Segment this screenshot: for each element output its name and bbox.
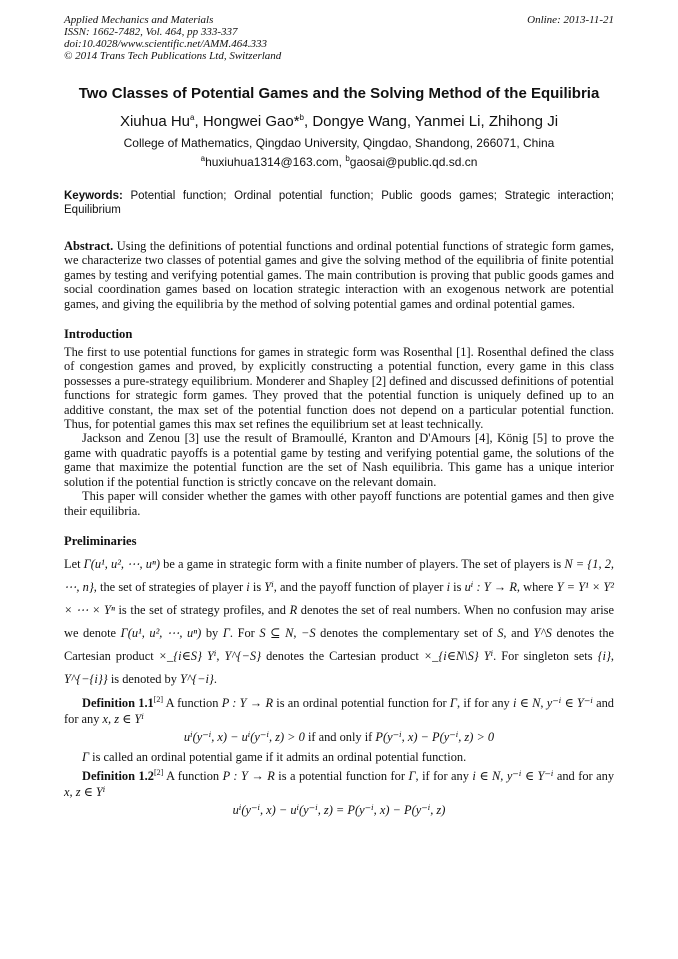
abstract	[64, 239, 614, 311]
doi-line[interactable]: doi:10.4028/www.scientific.net/AMM.464.333	[64, 38, 267, 50]
definition-1-1-closing	[64, 749, 614, 765]
math-expr: Γ	[449, 695, 457, 710]
journal-header	[64, 14, 614, 62]
text-span: is denoted by	[107, 671, 181, 686]
text-span: , if for any	[456, 695, 513, 710]
math-expr: S	[497, 625, 504, 640]
text-span: denotes the Cartesian product	[64, 625, 615, 663]
text-span: ,	[540, 695, 547, 710]
intro-paragraph-3: This paper will consider whether the games with other payoff functions are potential games and then give their equilibria.	[64, 489, 614, 518]
math-expr: ×_{i∈S} Yⁱ	[158, 648, 217, 663]
intro-paragraph-2: Jackson and Zenou [3] use the result of Bramoullé, Kranton and D'Amours [4], König [5] to prove the game with quadratic payoffs is a potential game by testing and verifying potential game, the solutions of the game that maximize the potential function are the set of Nash equilibria. This game has a unique interior solution if the potential function is strictly concave on the relevant domain.	[64, 431, 614, 489]
author-2: Hongwei Gao*	[202, 113, 300, 130]
author-2-affil-mark: b	[299, 113, 304, 122]
math-expr: N = {1, 2, ⋯, n}	[64, 556, 614, 594]
math-expr: ×_{i∈N\S} Yⁱ	[423, 648, 494, 663]
text-span: is called an ordinal potential game if it admits an ordinal potential function.	[89, 749, 467, 764]
text-span: is an ordinal potential function for	[273, 695, 450, 710]
text-span: is	[249, 579, 265, 594]
math-expr: i	[446, 579, 451, 594]
math-expr: Y^{−{i}}	[64, 671, 108, 686]
math-expr: −S	[301, 625, 316, 640]
text-span: ,	[293, 625, 302, 640]
text-span: denotes the complementary set of	[315, 625, 498, 640]
text-span: be a game in strategic form with a finite number of players. The set of players is	[160, 556, 565, 571]
keywords	[64, 189, 614, 217]
text-span: Let	[64, 556, 84, 571]
math-expr: S ⊆ N	[259, 625, 294, 640]
abstract-text: Using the definitions of potential functions and ordinal potential functions of strategic form games, we characterize two classes of potential games and give the solving method of the equilibria of finite potential games by testing and verifying potential games. The main contribution is proving that public goods games and social coordination games based on location strategic interaction with an exogenous network are potential games, and giving the equilibria by the method of solving potential games and ordinal potential games.	[64, 239, 614, 311]
text-span: ,	[216, 648, 225, 663]
math-expr: P(y⁻ⁱ, x) − P(y⁻ⁱ, z) > 0	[375, 729, 495, 744]
def-1-1-label: Definition 1.1	[82, 695, 154, 710]
text-span: denotes the set of real numbers. When no confusion may arise we denote	[64, 602, 614, 640]
abstract-label: Abstract.	[64, 239, 114, 253]
math-expr: Y^S	[533, 625, 552, 640]
text-span: , if for any	[415, 768, 473, 783]
text-span: and for any	[553, 768, 615, 783]
author-emails	[64, 155, 614, 169]
text-span: . For singleton sets	[493, 648, 598, 663]
math-expr: y⁻ⁱ ∈ Y⁻ⁱ	[506, 768, 554, 783]
math-expr: Γ	[82, 749, 90, 764]
online-date: Online: 2013-11-21	[527, 14, 614, 26]
text-span: ,	[610, 648, 615, 663]
math-expr: P : Y → R	[222, 768, 275, 783]
journal-name: Applied Mechanics and Materials	[64, 14, 214, 26]
math-expr: x, z ∈ Yⁱ	[102, 711, 144, 726]
math-expr: uⁱ(y⁻ⁱ, x) − uⁱ(y⁻ⁱ, z) = P(y⁻ⁱ, x) − P(y⁻ⁱ, z)	[232, 802, 446, 817]
math-expr: y⁻ⁱ ∈ Y⁻ⁱ	[546, 695, 593, 710]
issn-line: ISSN: 1662-7482, Vol. 464, pp 333-337	[64, 26, 238, 38]
definition-1-2	[64, 768, 614, 800]
affiliation: College of Mathematics, Qingdao University, Qingdao, Shandong, 266071, China	[123, 136, 555, 150]
keywords-label: Keywords:	[64, 190, 123, 202]
text-span: if and only if	[304, 729, 376, 744]
math-expr: Y = Y¹ × Y² × ⋯ × Yⁿ	[64, 579, 614, 617]
math-expr: uⁱ(y⁻ⁱ, x) − uⁱ(y⁻ⁱ, z) > 0	[183, 729, 305, 744]
introduction-heading: Introduction	[64, 327, 133, 342]
email-b[interactable]: gaosai@public.qd.sd.cn	[349, 155, 478, 169]
keywords-text: Potential function; Ordinal potential function; Public goods games; Strategic interaction; Equilibrium	[64, 190, 614, 216]
intro-paragraph-1: The first to use potential functions for games in strategic form was Rosenthal [1]. Rosenthal defined the class of congestion games and proved, by explicitly constructing a potential function, every game in this class possesses a pure-strategy equilibrium. Monderer and Shapley [2] defined and discussed definitions of potential functions for strategic form games. They proved that the potential function is uniquely defined up to an additive constant, the max set of the potential function does not depend on a particular potential function. Thus, for potential games this max set refines the equilibrium set at least technically.	[64, 345, 614, 432]
def-1-1-citation[interactable]: [2]	[153, 694, 164, 704]
math-expr: Γ	[222, 625, 230, 640]
text-span: ,	[500, 768, 507, 783]
text-span: A function	[163, 768, 223, 783]
email-a[interactable]: huxiuhua1314@163.com,	[205, 155, 346, 169]
text-span: , and the payoff function of player	[273, 579, 447, 594]
other-authors: , Dongye Wang, Yanmei Li, Zhihong Ji	[304, 113, 559, 130]
math-expr: x, z ∈ Yⁱ	[64, 784, 106, 799]
math-expr: Y^{−S}	[224, 648, 262, 663]
paper-title: Two Classes of Potential Games and the Solving Method of the Equilibria	[78, 85, 600, 102]
email-mark-b: b	[345, 154, 350, 163]
copyright-line: © 2014 Trans Tech Publications Ltd, Switzerland	[64, 50, 282, 62]
math-expr: Γ(u¹, u², ⋯, uⁿ)	[83, 556, 161, 571]
def-1-2-label: Definition 1.2	[82, 768, 154, 783]
math-expr: Yⁱ	[264, 579, 274, 594]
math-expr: i ∈ N	[472, 768, 501, 783]
email-mark-a: a	[200, 154, 206, 163]
text-span: , the set of strategies of player	[93, 579, 247, 594]
text-span: A function	[163, 695, 222, 710]
author-1-affil-mark: a	[190, 113, 195, 122]
equation-exact-potential	[64, 802, 614, 818]
math-expr: uⁱ : Y → R	[464, 579, 517, 594]
text-span: is a potential function for	[274, 768, 409, 783]
text-span: is the set of strategy profiles, and	[114, 602, 290, 617]
def-1-2-citation[interactable]: [2]	[153, 767, 164, 777]
text-span: , where	[516, 579, 557, 594]
math-expr: P : Y → R	[221, 695, 274, 710]
text-span: is	[450, 579, 465, 594]
author-list: Xiuhua Hu$^a$, Hongwei Gao*$^b$, Dongye Wang, Yanmei Li, Zhihong Ji	[119, 113, 559, 130]
text-span: . For	[229, 625, 260, 640]
math-expr: i	[246, 579, 250, 594]
text-span: .	[213, 671, 217, 686]
text-span: denotes the Cartesian product	[261, 648, 424, 663]
math-expr: R	[289, 602, 298, 617]
preliminaries-heading: Preliminaries	[64, 533, 137, 548]
author-1: Xiuhua Hu	[119, 113, 191, 130]
text-span: and for any	[64, 695, 614, 726]
math-expr: Γ	[408, 768, 416, 783]
math-expr: Y^{−i}	[180, 671, 214, 686]
text-span: by	[201, 625, 223, 640]
math-expr: {i}	[597, 648, 611, 663]
definition-1-1	[64, 695, 614, 727]
text-span: , and	[503, 625, 534, 640]
math-expr: Γ(u¹, u², ⋯, uⁿ)	[120, 625, 202, 640]
preliminaries-paragraph	[64, 553, 614, 691]
math-expr: i ∈ N	[512, 695, 541, 710]
equation-ordinal-potential	[64, 729, 614, 745]
